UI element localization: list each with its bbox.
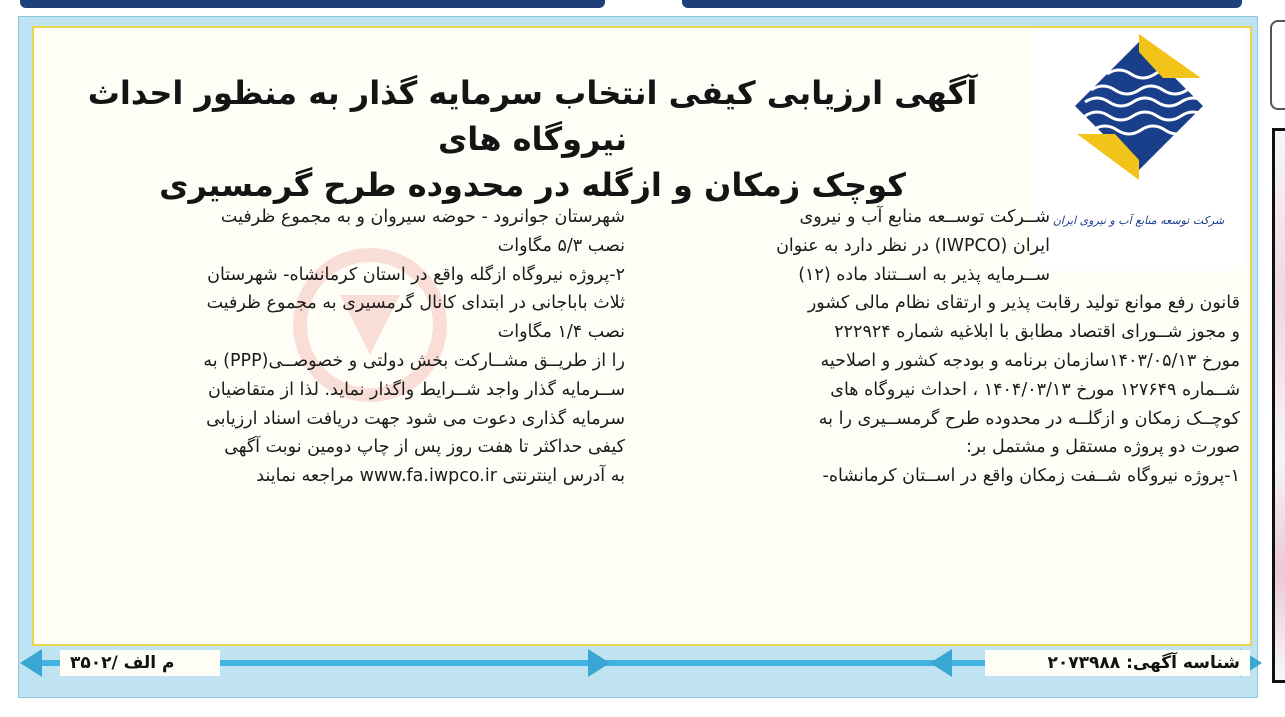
text-line: به آدرس اینترنتی www.fa.iwpco.ir مراجعه نمایند: [256, 466, 625, 487]
footer-arrow-mid-right-icon: [930, 649, 952, 677]
text-line: ۱-پروژه نیروگاه شــفت زمکان واقع در اســتان کرمانشاه-: [822, 466, 1240, 487]
text-line: ایران (IWPCO) در نظر دارد به عنوان: [776, 235, 1050, 256]
left-column-text: [40, 203, 625, 491]
text-line: و مجوز شــورای اقتصاد مطابق با ابلاغیه شماره ۲۲۲۹۲۴: [834, 322, 1240, 343]
text-line: را از طریــق مشــارکت بخش دولتی و خصوصــی(PPP) به: [203, 350, 625, 371]
headline-line-2: کوچک زمکان و ازگله در محدوده طرح گرمسیری: [159, 166, 906, 204]
ad-id-label: شناسه آگهی: ۲۰۷۳۹۸۸: [985, 650, 1250, 676]
text-line: سرمایه گذاری دعوت می شود جهت دریافت اسناد ارزیابی: [206, 408, 625, 429]
text-line: مورخ ۱۴۰۳/۰۵/۱۳سازمان برنامه و بودجه کشور و اصلاحیه: [820, 350, 1240, 371]
text-line: ســرمایه گذار واجد شــرایط واگذار نماید. لذا از متقاضیان: [207, 379, 625, 400]
top-bar-left: [20, 0, 605, 8]
side-panel-edge: [1272, 128, 1285, 683]
text-line: قانون رفع موانع تولید رقابت پذیر و ارتقای نظام مالی کشور: [807, 293, 1240, 314]
text-line: نصب ۵/۳ مگاوات: [497, 235, 625, 256]
text-line: کوچــک زمکان و ازگلــه در محدوده طرح گرمســیری را به: [818, 408, 1240, 429]
text-line: نصب ۱/۴ مگاوات: [497, 322, 625, 343]
footer-arrow-mid-left-icon: [588, 649, 610, 677]
top-bar-right: [682, 0, 1242, 8]
wave-logo-icon: [1033, 30, 1245, 215]
headline-line-1: آگهی ارزیابی کیفی انتخاب سرمایه گذار به منظور احداث نیروگاه های: [87, 74, 978, 158]
ad-code-label: م الف /۳۵۰۲: [60, 650, 220, 676]
text-line: ســرمایه پذیر به اســتناد ماده (۱۲): [798, 264, 1050, 285]
footer-arrow-left-icon: [20, 649, 42, 677]
side-tab-stub: [1270, 20, 1285, 110]
text-line: شــرکت توســعه منابع آب و نیروی: [799, 207, 1050, 227]
text-line: ثلاث باباجانی در ابتدای کانال گرمسیری به مجموع ظرفیت: [206, 293, 625, 314]
ad-headline: [40, 70, 1025, 208]
text-line: شــماره ۱۲۷۶۴۹ مورخ ۱۴۰۴/۰۳/۱۳ ، احداث نیروگاه های: [830, 379, 1240, 400]
text-line: کیفی حداکثر تا هفت روز پس از چاپ دومین نوبت آگهی: [224, 437, 625, 458]
text-line: صورت دو پروژه مستقل و مشتمل بر:: [966, 437, 1240, 458]
text-line: ۲-پروژه نیروگاه ازگله واقع در استان کرمانشاه- شهرستان: [207, 264, 625, 285]
right-column-text: [665, 203, 1240, 491]
company-caption: شرکت توسعه منابع آب و نیروی ایران: [1052, 214, 1225, 227]
text-line: شهرستان جوانرود - حوضه سیروان و به مجموع ظرفیت: [220, 207, 625, 227]
